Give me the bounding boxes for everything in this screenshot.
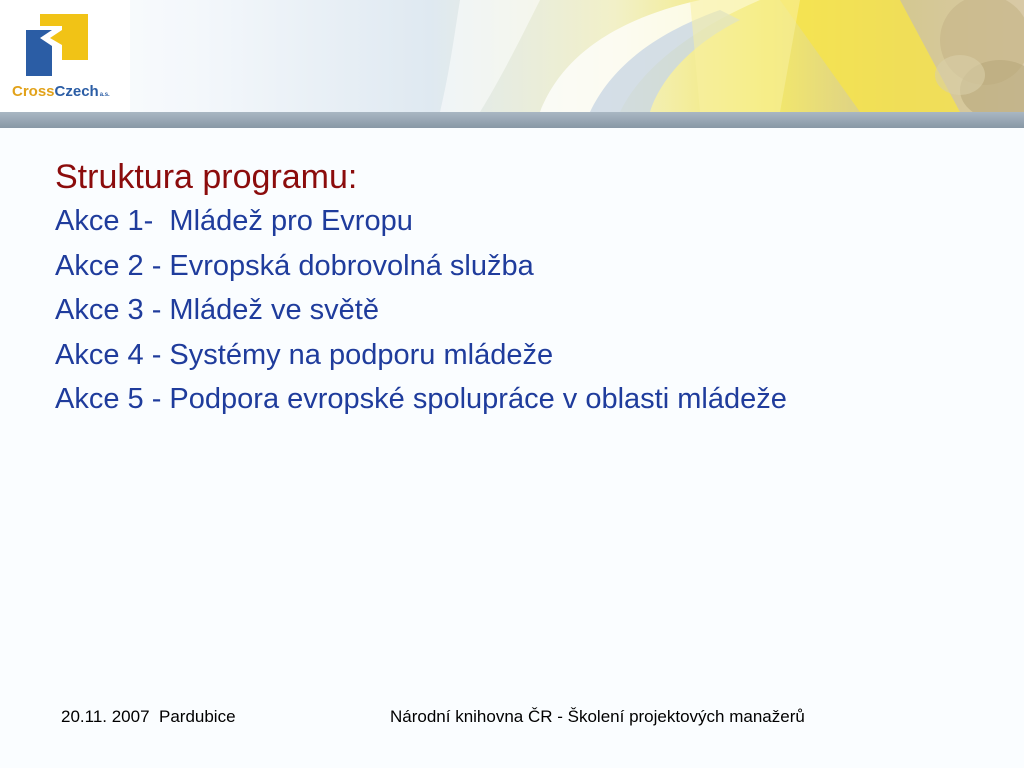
slide-title: Struktura programu: (55, 158, 358, 196)
list-item-akce-5: Akce 5 - Podpora evropské spolupráce v oblasti mládeže (55, 383, 787, 415)
logo (0, 0, 130, 112)
list-item-akce-4: Akce 4 - Systémy na podporu mládeže (55, 338, 554, 371)
footer-event: Národní knihovna ČR - Školení projektových manažerů (390, 707, 805, 726)
logo-text-part1: Cross (12, 83, 55, 100)
footer-date-place: 20.11. 2007 Pardubice (61, 707, 236, 726)
header-divider-strip (0, 112, 1024, 128)
list-item-akce-2: Akce 2 - Evropská dobrovolná služba (55, 249, 534, 282)
header-decoration-image (0, 0, 1024, 112)
slide-content (55, 155, 995, 422)
program-structure-list (55, 199, 995, 422)
list-item-akce-1: Akce 1- Mládež pro Evropu (55, 205, 413, 237)
logo-text-suffix: a.s. (99, 92, 110, 98)
logo-text (12, 83, 110, 100)
logo-text-part2: Czech (54, 83, 99, 100)
list-item-akce-3: Akce 3 - Mládež ve světě (55, 294, 379, 326)
header-banner (0, 0, 1024, 112)
logo-mark-icon (0, 0, 130, 85)
